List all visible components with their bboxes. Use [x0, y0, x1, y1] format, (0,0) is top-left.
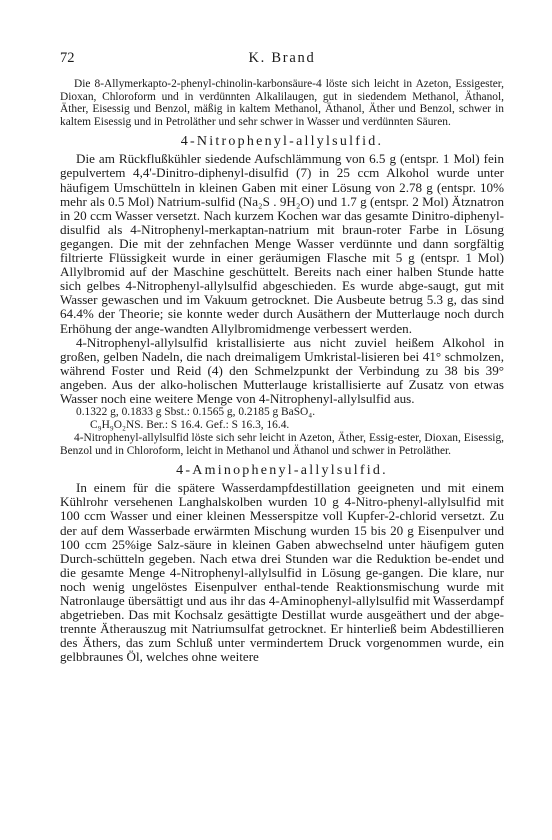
- body-paragraph: Die am Rückflußkühler siedende Aufschlämmung von 6.5 g (entspr. 1 Mol) fein gepulvertem 4,4'-Dinitro-diphenyl-disulfid (7) in 25 ccm Alkohol wurde unter häufigem Umschütteln in kleinen Gaben mit einer Lösung von 2.78 g (entspr. 10% mehr als 0.5 Mol) Natrium-sulfid (Na₂S . 9H₂O) und 1.7 g (entspr. 2 Mol) Ätznatron in 20 ccm Wasser versetzt. Nach kurzem Kochen war das gesamte Dinitro-diphenyl-disulfid als 4-Nitrophenyl-merkaptan-natrium mit braun-roter Farbe in Lösung gegangen. Die mit der zehnfachen Menge Wasser verdünnte und dann sorgfältig filtrierte Flüssigkeit wurde in einer geräumigen Flasche mit 5 g (entspr. 1 Mol) Allylbromid auf der Maschine geschüttelt. Bereits nach einer halben Stunde hatte sich gelbes 4-Nitrophenyl-allylsulfid abgeschieden. Es wurde abge-saugt, gut mit Wasser gewaschen und im Vakuum getrocknet. Die Ausbeute betrug 5.3 g, das sind 64.4% der Theorie; sie konnte weder durch Ausäthern der Mutterlauge noch durch Erhöhung der ange-wandten Allylbromidmenge verbessert werden.: [60, 151, 504, 336]
- running-title: K. Brand: [248, 50, 316, 66]
- intro-paragraph: Die 8-Allymerkapto-2-phenyl-chinolin-karbonsäure-4 löste sich leicht in Azeton, Essigester, Dioxan, Chloroform und in verdünnten Alkalilaugen, gut in siedendem Methanol, Äthanol, Äther, Eisessig und Benzol, mäßig in kaltem Methanol, Äthanol, Äther und Benzol, schwer in kaltem Eisessig und in Petroläther und sehr schwer in Wasser und verdünnten Säuren.: [60, 78, 504, 128]
- page-number: 72: [60, 50, 75, 66]
- body-paragraph: 4-Nitrophenyl-allylsulfid kristallisierte aus nicht zuviel heißem Alkohol in großen, gelben Nadeln, die nach dreimaligem Umkristal-lisieren bei 41° schmolzen, während Foster und Reid (4) den Schmelzpunkt der Verbindung zu 38 bis 39° angeben. Aus der alko-holischen Mutterlauge kristallisierte auf Zusatz von etwas Wasser noch eine weitere Menge von 4-Nitrophenyl-allylsulfid aus.: [60, 334, 504, 406]
- body-paragraph: In einem für die spätere Wasserdampfdestillation geeigneten und mit einem Kühlrohr versehenen Langhalskolben wurden 10 g 4-Nitro-phenyl-allylsulfid mit 100 ccm Wasser und einer kleinen Messerspitze voll Kupfer-2-chlorid versetzt. Zu der auf dem Wasserbade erwärmten Mischung wurden 15 bis 20 g Eisenpulver und 100 ccm 25%ige Salz-säure in kleinen Gaben abwechselnd unter häufigem guten Durch-schütteln gegeben. Nach etwa drei Stunden war die Reduktion be-endet und die gesamte Menge 4-Nitrophenyl-allylsulfid in Lösung ge-gangen. Die klare, nur noch wenig ungelöstes Eisenpulver enthal-tende Reaktionsmischung wurde mit Natronlauge übersättigt und aus ihr das 4-Aminophenyl-allylsulfid mit Wasserdampf abgetrieben. Das mit Kochsalz gesättigte Destillat wurde ausgeäthert und der abge-trennte Ätherauszug mit Natriumsulfat getrocknet. Er hinterließ beim Abdestillieren des Äthers, das zum Schluß unter vermindertem Druck vorgenommen wurde, ein gelbbraunes Öl, welches ohne weitere: [60, 480, 504, 665]
- solubility-paragraph: 4-Nitrophenyl-allylsulfid löste sich sehr leicht in Azeton, Äther, Essig-ester, Dioxan, Eisessig, Benzol und in Chloroform, leicht in Methanol und Äthanol und schwer in Petroläther.: [60, 432, 504, 457]
- formula-line: C₉H₉O₂NS. Ber.: S 16.4. Gef.: S 16.3, 16.4.: [90, 419, 290, 432]
- page-body: [60, 78, 504, 664]
- section-heading-nitrophenyl: 4-Nitrophenyl-allylsulfid.: [180, 134, 384, 150]
- page-header: [60, 50, 504, 68]
- analysis-line: 0.1322 g, 0.1833 g Sbst.: 0.1565 g, 0.2185 g BaSO₄.: [76, 406, 316, 419]
- section-heading-aminophenyl: 4-Aminophenyl-allylsulfid.: [176, 463, 388, 479]
